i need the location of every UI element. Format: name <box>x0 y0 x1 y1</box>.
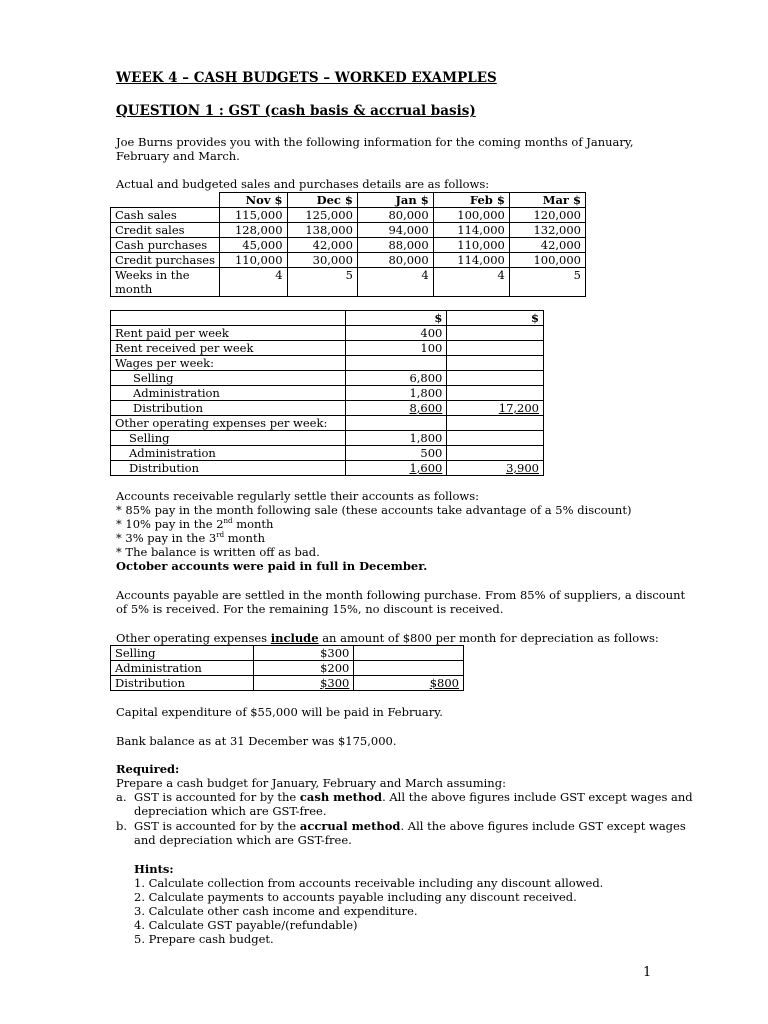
table-row <box>111 416 544 431</box>
table-cell: 1,800 <box>345 431 447 446</box>
table-header-cell: $ <box>447 311 544 326</box>
ar-intro-text: Accounts receivable regularly settle their accounts as follows: <box>116 489 480 503</box>
row-label: Distribution <box>111 401 346 416</box>
requirement-a-line1 <box>134 790 693 804</box>
table-cell: 30,000 <box>287 253 357 268</box>
table-header-cell: Jan $ <box>357 193 433 208</box>
requirement-a-method: cash method <box>299 790 383 804</box>
row-label: Administration <box>111 446 346 461</box>
table-row <box>111 431 544 446</box>
table-cell <box>447 341 544 356</box>
requirement-a-text1: GST is accounted for by the <box>134 790 300 804</box>
table-cell: 8,600 <box>345 401 447 416</box>
row-label-line1: Weeks in the <box>115 268 190 282</box>
requirement-b-line1 <box>134 819 686 833</box>
table-row <box>111 238 586 253</box>
table-row <box>111 661 464 676</box>
table-row <box>111 223 586 238</box>
ar-term-2-sup: nd <box>223 517 233 526</box>
table-cell: $200 <box>253 661 354 676</box>
requirement-a-line2: depreciation which are GST-free. <box>134 804 327 818</box>
table-row <box>111 253 586 268</box>
table-cell: 42,000 <box>509 238 585 253</box>
table-row <box>111 341 544 356</box>
table-cell: $300 <box>253 676 354 691</box>
table-row <box>111 646 464 661</box>
row-label: Rent received per week <box>111 341 346 356</box>
table-cell: 17,200 <box>447 401 544 416</box>
table-cell: 114,000 <box>433 223 509 238</box>
october-note: October accounts were paid in full in December. <box>116 559 428 573</box>
row-label: Distribution <box>111 676 254 691</box>
hint-item: 2. Calculate payments to accounts payable including any discount received. <box>134 890 577 904</box>
table-header-cell: $ <box>345 311 447 326</box>
page-number: 1 <box>643 965 652 980</box>
hint-item: 1. Calculate collection from accounts receivable including any discount allowed. <box>134 876 604 890</box>
row-label: Rent paid per week <box>111 326 346 341</box>
table-cell <box>447 356 544 371</box>
depreciation-intro-b: an amount of $800 per month for depreciation as follows: <box>318 631 659 645</box>
table-cell: $300 <box>253 646 354 661</box>
depreciation-intro-a: Other operating expenses <box>116 631 271 645</box>
table-cell: 1,800 <box>345 386 447 401</box>
row-label: Administration <box>111 386 346 401</box>
table-cell: 138,000 <box>287 223 357 238</box>
row-label: Cash sales <box>111 208 220 223</box>
row-label: Other operating expenses per week: <box>111 416 346 431</box>
table-cell <box>345 416 447 431</box>
sales-purchases-table <box>110 192 586 297</box>
table-cell <box>354 661 464 676</box>
row-label: Wages per week: <box>111 356 346 371</box>
table-header-cell: Dec $ <box>287 193 357 208</box>
ar-term-3-end: month <box>224 531 265 545</box>
table-row <box>111 356 544 371</box>
table-cell: 120,000 <box>509 208 585 223</box>
ar-term-3-sup: rd <box>216 531 225 540</box>
ap-text-line1: Accounts payable are settled in the month following purchase. From 85% of suppliers, a discount <box>116 588 686 602</box>
table-row <box>111 326 544 341</box>
table-cell <box>354 646 464 661</box>
table-header-cell <box>111 311 346 326</box>
ar-term-3 <box>116 531 265 545</box>
requirement-b-text1: GST is accounted for by the <box>134 819 300 833</box>
table-cell <box>447 371 544 386</box>
row-label: Selling <box>111 371 346 386</box>
hint-item: 4. Calculate GST payable/(refundable) <box>134 918 358 932</box>
depreciation-intro-include: include <box>270 631 319 645</box>
table-cell: 42,000 <box>287 238 357 253</box>
table-cell: 45,000 <box>220 238 288 253</box>
table-row <box>111 461 544 476</box>
table-cell: 100,000 <box>509 253 585 268</box>
table-cell: 100 <box>345 341 447 356</box>
hint-item: 5. Prepare cash budget. <box>134 932 274 946</box>
row-label: Distribution <box>111 461 346 476</box>
depreciation-intro <box>116 631 659 645</box>
table-cell: 5 <box>287 268 357 297</box>
requirement-b-line2: and depreciation which are GST-free. <box>134 833 352 847</box>
table-cell: 125,000 <box>287 208 357 223</box>
table-cell <box>447 446 544 461</box>
table-cell: 110,000 <box>220 253 288 268</box>
table-row <box>111 268 586 297</box>
table-cell: 132,000 <box>509 223 585 238</box>
page-title: WEEK 4 – CASH BUDGETS – WORKED EXAMPLES <box>116 70 497 86</box>
table-cell: 4 <box>220 268 288 297</box>
table-cell: $800 <box>354 676 464 691</box>
table-header-cell: Feb $ <box>433 193 509 208</box>
table-cell <box>447 326 544 341</box>
requirement-a-text2: . All the above figures include GST except wages and <box>382 790 693 804</box>
requirement-b-method: accrual method <box>299 819 401 833</box>
table-cell: 500 <box>345 446 447 461</box>
table-cell: 5 <box>509 268 585 297</box>
ar-term-2-end: month <box>232 517 274 531</box>
depreciation-table <box>110 645 464 691</box>
table-cell: 1,600 <box>345 461 447 476</box>
row-label: Selling <box>111 646 254 661</box>
table-cell: 3,900 <box>447 461 544 476</box>
table-cell: 80,000 <box>357 253 433 268</box>
table-header-row <box>111 193 586 208</box>
table-cell <box>447 431 544 446</box>
intro-text-line1: Joe Burns provides you with the following information for the coming months of January, <box>116 135 634 149</box>
row-label: Selling <box>111 431 346 446</box>
row-label-line2: month <box>115 282 153 296</box>
row-label: Credit purchases <box>111 253 220 268</box>
table-header-cell: Nov $ <box>220 193 288 208</box>
table-cell <box>447 416 544 431</box>
hints-heading: Hints: <box>134 862 174 876</box>
table-cell <box>345 356 447 371</box>
ar-term-1: * 85% pay in the month following sale (these accounts take advantage of a 5% discount) <box>116 503 632 517</box>
requirement-a-label: a. <box>116 790 127 804</box>
intro-text-line2: February and March. <box>116 149 240 163</box>
row-label: Cash purchases <box>111 238 220 253</box>
sales-intro-text: Actual and budgeted sales and purchases details are as follows: <box>116 177 490 191</box>
row-label: Credit sales <box>111 223 220 238</box>
ap-text-line2: of 5% is received. For the remaining 15%, no discount is received. <box>116 602 504 616</box>
table-cell: 114,000 <box>433 253 509 268</box>
table-header-row <box>111 311 544 326</box>
table-cell: 100,000 <box>433 208 509 223</box>
required-intro: Prepare a cash budget for January, February and March assuming: <box>116 776 506 790</box>
table-header-cell <box>111 193 220 208</box>
table-cell: 80,000 <box>357 208 433 223</box>
table-row <box>111 386 544 401</box>
table-cell: 115,000 <box>220 208 288 223</box>
table-row <box>111 676 464 691</box>
ar-term-4: * The balance is written off as bad. <box>116 545 320 559</box>
table-cell: 88,000 <box>357 238 433 253</box>
requirement-b-label: b. <box>116 819 128 833</box>
requirement-b-text2: . All the above figures include GST except wages <box>400 819 686 833</box>
ar-term-2 <box>116 517 273 531</box>
hint-item: 3. Calculate other cash income and expenditure. <box>134 904 418 918</box>
table-cell: 4 <box>433 268 509 297</box>
required-heading: Required: <box>116 762 180 776</box>
table-row <box>111 446 544 461</box>
table-cell: 4 <box>357 268 433 297</box>
bank-balance-text: Bank balance as at 31 December was $175,000. <box>116 734 397 748</box>
table-cell: 400 <box>345 326 447 341</box>
capex-text: Capital expenditure of $55,000 will be paid in February. <box>116 705 443 719</box>
expenses-table <box>110 310 544 476</box>
row-label: Administration <box>111 661 254 676</box>
ar-term-3-text: * 3% pay in the 3 <box>116 531 217 545</box>
ar-term-2-text: * 10% pay in the 2 <box>116 517 224 531</box>
table-row <box>111 208 586 223</box>
table-cell: 110,000 <box>433 238 509 253</box>
table-row <box>111 371 544 386</box>
question-heading: QUESTION 1 : GST (cash basis & accrual basis) <box>116 103 476 119</box>
table-cell: 128,000 <box>220 223 288 238</box>
table-header-cell: Mar $ <box>509 193 585 208</box>
table-cell <box>447 386 544 401</box>
row-label <box>111 268 220 297</box>
table-cell: 6,800 <box>345 371 447 386</box>
table-row <box>111 401 544 416</box>
table-cell: 94,000 <box>357 223 433 238</box>
